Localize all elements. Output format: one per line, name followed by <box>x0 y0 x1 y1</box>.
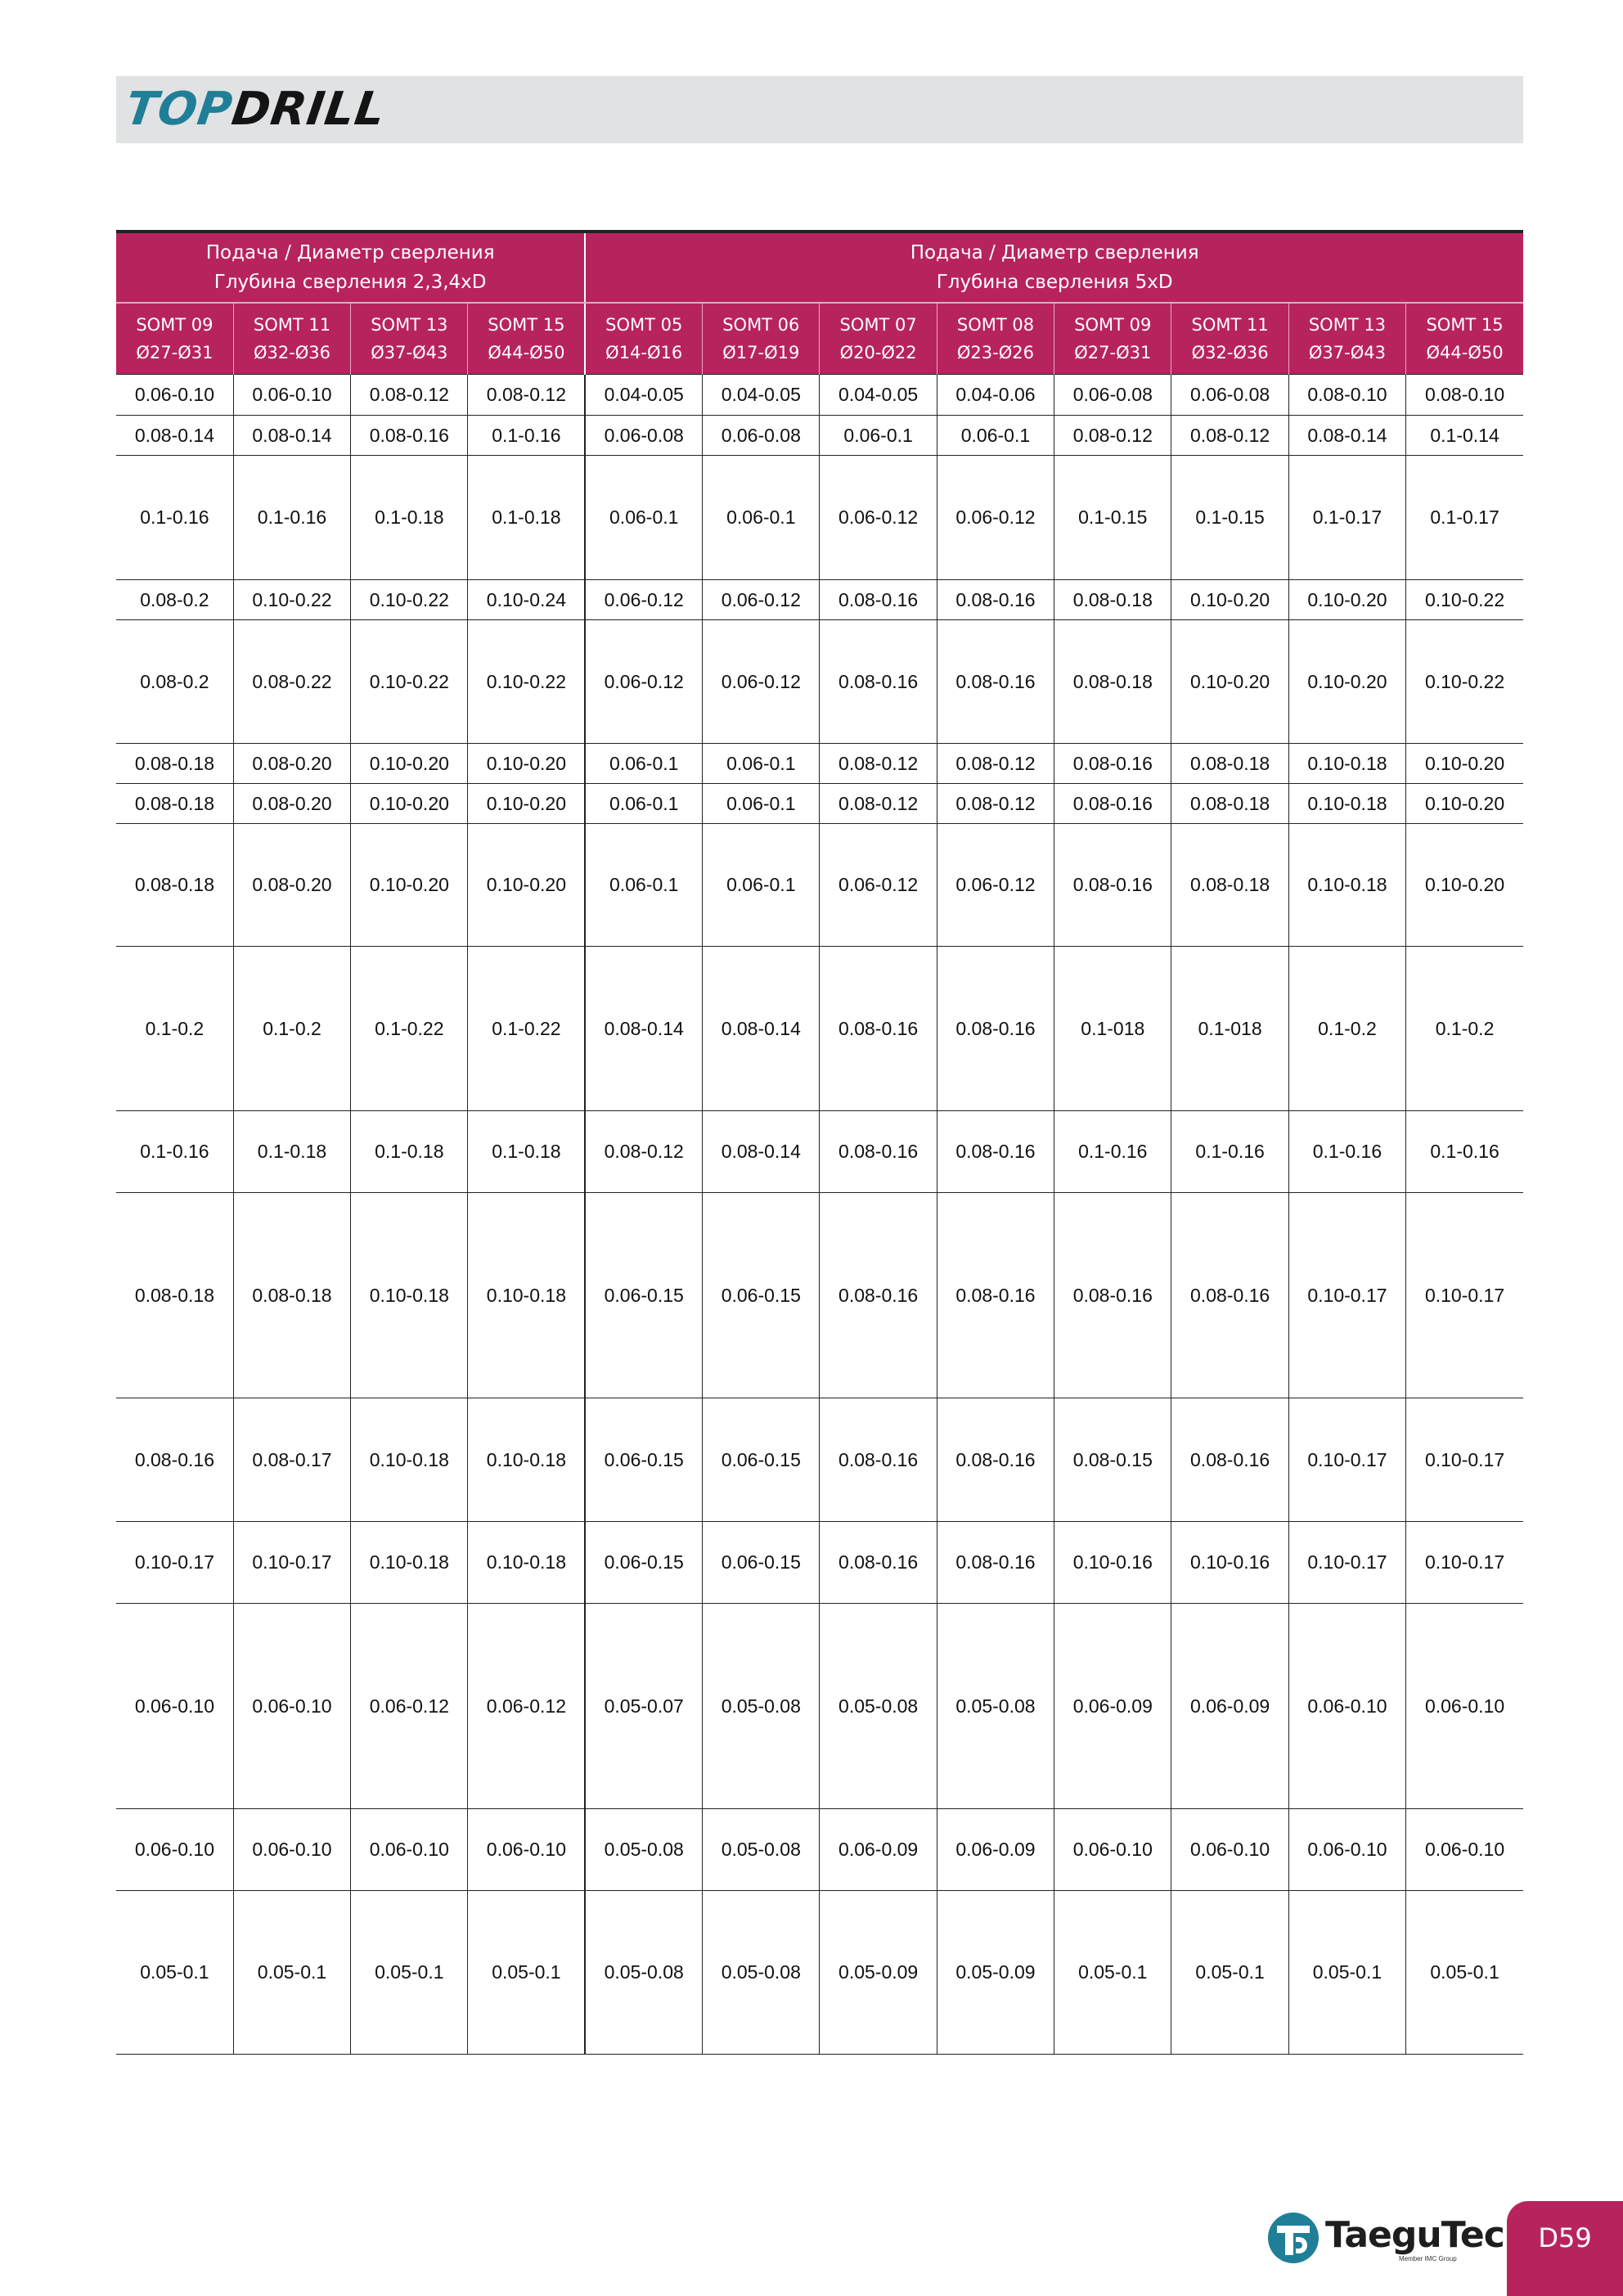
table-cell: 0.06-0.15 <box>703 1193 820 1398</box>
column-header <box>1288 303 1405 375</box>
table-cell: 0.08-0.18 <box>1054 580 1171 620</box>
column-header <box>1171 303 1288 375</box>
table-cell: 0.10-0.18 <box>1288 784 1405 824</box>
table-cell: 0.05-0.08 <box>585 1809 702 1891</box>
table-cell: 0.05-0.08 <box>703 1604 820 1809</box>
table-cell: 0.10-0.22 <box>468 620 585 744</box>
table-cell: 0.06-0.12 <box>703 620 820 744</box>
table-cell: 0.08-0.16 <box>820 580 937 620</box>
table-cell: 0.10-0.18 <box>468 1522 585 1604</box>
table-cell: 0.05-0.08 <box>703 1891 820 2055</box>
table-cell: 0.08-0.2 <box>116 620 233 744</box>
table-cell: 0.08-0.16 <box>937 947 1054 1111</box>
table-cell: 0.1-0.18 <box>233 1111 350 1193</box>
table-cell: 0.08-0.16 <box>1171 1193 1288 1398</box>
table-cell: 0.10-0.17 <box>1288 1522 1405 1604</box>
table-cell: 0.05-0.1 <box>1054 1891 1171 2055</box>
table-cell: 0.08-0.18 <box>116 784 233 824</box>
table-cell: 0.1-0.18 <box>351 1111 468 1193</box>
column-header <box>585 303 702 375</box>
table-cell: 0.1-018 <box>1171 947 1288 1111</box>
table-cell: 0.08-0.16 <box>820 1398 937 1522</box>
table-cell: 0.1-0.15 <box>1171 456 1288 580</box>
table-cell: 0.10-0.22 <box>233 580 350 620</box>
table-cell: 0.06-0.09 <box>1171 1604 1288 1809</box>
column-header <box>820 303 937 375</box>
table-row <box>116 1398 1523 1522</box>
table-cell: 0.1-0.18 <box>351 456 468 580</box>
table-cell: 0.08-0.12 <box>1054 416 1171 456</box>
table-cell: 0.08-0.20 <box>233 744 350 784</box>
table-cell: 0.06-0.10 <box>116 1604 233 1809</box>
table-row <box>116 1193 1523 1398</box>
table-cell: 0.06-0.15 <box>585 1193 702 1398</box>
table-cell: 0.08-0.14 <box>703 1111 820 1193</box>
insert-name: SOMT 09 <box>136 315 214 335</box>
table-cell: 0.06-0.15 <box>703 1398 820 1522</box>
table-cell: 0.08-0.20 <box>233 824 350 947</box>
insert-name: SOMT 09 <box>1074 315 1152 335</box>
table-cell: 0.08-0.22 <box>233 620 350 744</box>
table-cell: 0.08-0.15 <box>1054 1398 1171 1522</box>
table-cell: 0.06-0.08 <box>1054 375 1171 416</box>
insert-name: SOMT 15 <box>1426 315 1504 335</box>
table-cell: 0.08-0.16 <box>820 1193 937 1398</box>
page-number-tab <box>1507 2201 1623 2296</box>
logo-top-text: TOP <box>122 83 236 136</box>
table-cell: 0.05-0.09 <box>820 1891 937 2055</box>
column-header <box>1054 303 1171 375</box>
table-cell: 0.1-0.2 <box>116 947 233 1111</box>
table-cell: 0.08-0.12 <box>937 744 1054 784</box>
table-row <box>116 1111 1523 1193</box>
table-cell: 0.05-0.1 <box>1406 1891 1523 2055</box>
table-cell: 0.06-0.1 <box>937 416 1054 456</box>
table-cell: 0.06-0.1 <box>585 456 702 580</box>
table-cell: 0.10-0.20 <box>1171 580 1288 620</box>
table-cell: 0.10-0.18 <box>468 1193 585 1398</box>
table-cell: 0.06-0.1 <box>703 784 820 824</box>
table-cell: 0.1-0.16 <box>1171 1111 1288 1193</box>
table-cell: 0.08-0.14 <box>585 947 702 1111</box>
table-cell: 0.08-0.18 <box>233 1193 350 1398</box>
table-cell: 0.08-0.12 <box>820 744 937 784</box>
group-header-right <box>585 232 1523 303</box>
table-row <box>116 456 1523 580</box>
table-row <box>116 1809 1523 1891</box>
taegutec-tagline: Member IMC Group <box>1399 2255 1457 2262</box>
column-header <box>233 303 350 375</box>
table-row <box>116 375 1523 416</box>
table-cell: 0.08-0.16 <box>820 1522 937 1604</box>
table-cell: 0.10-0.20 <box>1406 784 1523 824</box>
table-cell: 0.05-0.08 <box>585 1891 702 2055</box>
taegutec-logo <box>1268 2209 1504 2267</box>
table-cell: 0.05-0.1 <box>351 1891 468 2055</box>
table-cell: 0.10-0.20 <box>468 784 585 824</box>
table-cell: 0.10-0.18 <box>351 1522 468 1604</box>
table-cell: 0.08-0.16 <box>1171 1398 1288 1522</box>
table-cell: 0.08-0.12 <box>820 784 937 824</box>
diameter-range: Ø20-Ø22 <box>839 343 917 362</box>
group-header-right-line2: Глубина сверления 5xD <box>936 272 1173 293</box>
table-cell: 0.08-0.14 <box>703 947 820 1111</box>
table-cell: 0.06-0.12 <box>820 824 937 947</box>
insert-size-header-row <box>116 303 1523 375</box>
table-cell: 0.10-0.17 <box>1406 1193 1523 1398</box>
table-cell: 0.06-0.1 <box>703 824 820 947</box>
table-cell: 0.06-0.10 <box>1288 1809 1405 1891</box>
table-cell: 0.08-0.12 <box>937 784 1054 824</box>
diameter-range: Ø44-Ø50 <box>488 343 565 362</box>
table-cell: 0.10-0.20 <box>1288 580 1405 620</box>
table-cell: 0.1-0.2 <box>233 947 350 1111</box>
table-cell: 0.10-0.18 <box>351 1193 468 1398</box>
table-row <box>116 824 1523 947</box>
table-cell: 0.10-0.20 <box>468 824 585 947</box>
table-cell: 0.06-0.12 <box>820 456 937 580</box>
table-cell: 0.10-0.18 <box>351 1398 468 1522</box>
table-cell: 0.06-0.10 <box>468 1809 585 1891</box>
table-cell: 0.06-0.12 <box>468 1604 585 1809</box>
table-cell: 0.08-0.10 <box>1288 375 1405 416</box>
table-cell: 0.06-0.12 <box>937 824 1054 947</box>
table-cell: 0.05-0.1 <box>233 1891 350 2055</box>
table-cell: 0.04-0.05 <box>703 375 820 416</box>
table-cell: 0.08-0.16 <box>937 580 1054 620</box>
table-cell: 0.06-0.10 <box>1054 1809 1171 1891</box>
header-band <box>116 76 1523 143</box>
table-cell: 0.08-0.18 <box>116 824 233 947</box>
table-cell: 0.1-0.18 <box>468 456 585 580</box>
table-row <box>116 1604 1523 1809</box>
table-cell: 0.1-0.22 <box>351 947 468 1111</box>
table-row <box>116 947 1523 1111</box>
column-header <box>703 303 820 375</box>
insert-name: SOMT 15 <box>488 315 565 335</box>
table-cell: 0.08-0.16 <box>1054 824 1171 947</box>
table-cell: 0.08-0.12 <box>585 1111 702 1193</box>
table-cell: 0.10-0.18 <box>468 1398 585 1522</box>
table-cell: 0.08-0.17 <box>233 1398 350 1522</box>
insert-name: SOMT 06 <box>722 315 800 335</box>
table-cell: 0.1-0.15 <box>1054 456 1171 580</box>
table-cell: 0.05-0.1 <box>116 1891 233 2055</box>
table-cell: 0.06-0.08 <box>703 416 820 456</box>
page-number: D59 <box>1538 2222 1592 2253</box>
table-cell: 0.06-0.09 <box>937 1809 1054 1891</box>
group-header-row <box>116 232 1523 303</box>
column-header <box>1406 303 1523 375</box>
table-cell: 0.08-0.12 <box>1171 416 1288 456</box>
feed-rate-table <box>116 230 1523 2055</box>
table-cell: 0.10-0.17 <box>116 1522 233 1604</box>
table-cell: 0.04-0.05 <box>820 375 937 416</box>
table-cell: 0.05-0.1 <box>1288 1891 1405 2055</box>
insert-name: SOMT 13 <box>1308 315 1387 335</box>
table-cell: 0.06-0.10 <box>233 1604 350 1809</box>
table-body <box>116 375 1523 2055</box>
table-cell: 0.08-0.16 <box>937 1398 1054 1522</box>
logo-drill-text: DRILL <box>228 83 389 136</box>
table-cell: 0.08-0.18 <box>116 744 233 784</box>
table-cell: 0.06-0.1 <box>703 456 820 580</box>
insert-name: SOMT 07 <box>839 315 917 335</box>
column-header <box>116 303 233 375</box>
diameter-range: Ø27-Ø31 <box>136 343 214 362</box>
table-cell: 0.10-0.20 <box>1288 620 1405 744</box>
table-cell: 0.08-0.16 <box>937 620 1054 744</box>
group-header-left-line2: Глубина сверления 2,3,4xD <box>214 272 487 293</box>
table-cell: 0.10-0.18 <box>1288 744 1405 784</box>
table-cell: 0.06-0.1 <box>703 744 820 784</box>
diameter-range: Ø44-Ø50 <box>1426 343 1504 362</box>
insert-name: SOMT 11 <box>253 315 331 335</box>
table-cell: 0.04-0.05 <box>585 375 702 416</box>
table-cell: 0.08-0.16 <box>116 1398 233 1522</box>
table-cell: 0.06-0.15 <box>703 1522 820 1604</box>
column-header <box>468 303 585 375</box>
table-cell: 0.05-0.1 <box>1171 1891 1288 2055</box>
column-header <box>937 303 1054 375</box>
table-cell: 0.08-0.16 <box>820 947 937 1111</box>
table-cell: 0.06-0.09 <box>1054 1604 1171 1809</box>
table-cell: 0.06-0.12 <box>937 456 1054 580</box>
table-cell: 0.05-0.08 <box>937 1604 1054 1809</box>
table-cell: 0.08-0.12 <box>351 375 468 416</box>
table-cell: 0.06-0.09 <box>820 1809 937 1891</box>
table-cell: 0.1-0.17 <box>1406 456 1523 580</box>
table-row <box>116 1522 1523 1604</box>
table-cell: 0.06-0.10 <box>116 375 233 416</box>
table-cell: 0.06-0.08 <box>1171 375 1288 416</box>
table-cell: 0.08-0.16 <box>820 620 937 744</box>
table-cell: 0.10-0.22 <box>351 620 468 744</box>
table-cell: 0.06-0.12 <box>351 1604 468 1809</box>
table-cell: 0.1-0.16 <box>1406 1111 1523 1193</box>
table-cell: 0.10-0.18 <box>1288 824 1405 947</box>
column-header <box>351 303 468 375</box>
table-cell: 0.1-0.16 <box>116 456 233 580</box>
table-cell: 0.10-0.24 <box>468 580 585 620</box>
group-header-left <box>116 232 585 303</box>
insert-name: SOMT 08 <box>956 315 1035 335</box>
table-cell: 0.06-0.1 <box>820 416 937 456</box>
table-cell: 0.06-0.10 <box>1171 1809 1288 1891</box>
table-cell: 0.08-0.16 <box>1054 744 1171 784</box>
table-cell: 0.1-0.22 <box>468 947 585 1111</box>
table-cell: 0.06-0.12 <box>703 580 820 620</box>
insert-name: SOMT 13 <box>371 315 448 335</box>
table-cell: 0.08-0.16 <box>820 1111 937 1193</box>
table-cell: 0.10-0.22 <box>351 580 468 620</box>
table-cell: 0.08-0.14 <box>233 416 350 456</box>
table-row <box>116 1891 1523 2055</box>
taegutec-mark-icon <box>1268 2213 1319 2263</box>
table-cell: 0.10-0.22 <box>1406 620 1523 744</box>
table-cell: 0.08-0.16 <box>937 1522 1054 1604</box>
table-cell: 0.1-0.18 <box>468 1111 585 1193</box>
table-cell: 0.10-0.17 <box>1288 1193 1405 1398</box>
table-cell: 0.06-0.10 <box>233 1809 350 1891</box>
table-cell: 0.06-0.12 <box>585 620 702 744</box>
table-cell: 0.08-0.12 <box>468 375 585 416</box>
table-cell: 0.08-0.16 <box>1054 784 1171 824</box>
table-cell: 0.06-0.12 <box>585 580 702 620</box>
group-header-left-line1: Подача / Диаметр сверления <box>205 242 495 263</box>
table-cell: 0.04-0.06 <box>937 375 1054 416</box>
table-cell: 0.1-0.14 <box>1406 416 1523 456</box>
table-cell: 0.08-0.20 <box>233 784 350 824</box>
table-cell: 0.10-0.20 <box>351 824 468 947</box>
table-cell: 0.1-018 <box>1054 947 1171 1111</box>
diameter-range: Ø17-Ø19 <box>722 343 800 362</box>
table-cell: 0.06-0.1 <box>585 824 702 947</box>
table-cell: 0.10-0.20 <box>468 744 585 784</box>
table-cell: 0.08-0.18 <box>1171 824 1288 947</box>
table-cell: 0.05-0.07 <box>585 1604 702 1809</box>
table-cell: 0.10-0.17 <box>1406 1398 1523 1522</box>
table-cell: 0.08-0.14 <box>116 416 233 456</box>
table-cell: 0.08-0.16 <box>937 1111 1054 1193</box>
table-row <box>116 784 1523 824</box>
table-cell: 0.08-0.16 <box>937 1193 1054 1398</box>
table-row <box>116 620 1523 744</box>
table-cell: 0.08-0.18 <box>116 1193 233 1398</box>
table-cell: 0.10-0.20 <box>351 744 468 784</box>
table-cell: 0.06-0.1 <box>585 784 702 824</box>
table-cell: 0.06-0.15 <box>585 1522 702 1604</box>
table-cell: 0.10-0.22 <box>1406 580 1523 620</box>
table-cell: 0.08-0.10 <box>1406 375 1523 416</box>
insert-name: SOMT 05 <box>605 315 683 335</box>
table-cell: 0.05-0.08 <box>820 1604 937 1809</box>
table-row <box>116 416 1523 456</box>
table-cell: 0.06-0.10 <box>1406 1809 1523 1891</box>
diameter-range: Ø23-Ø26 <box>956 343 1034 362</box>
table-cell: 0.10-0.20 <box>1406 744 1523 784</box>
table-row <box>116 744 1523 784</box>
topdrill-logo <box>123 84 389 135</box>
table-cell: 0.10-0.20 <box>351 784 468 824</box>
table-cell: 0.08-0.2 <box>116 580 233 620</box>
table-cell: 0.06-0.10 <box>116 1809 233 1891</box>
table-cell: 0.10-0.20 <box>1406 824 1523 947</box>
table-cell: 0.10-0.16 <box>1171 1522 1288 1604</box>
table-row <box>116 580 1523 620</box>
diameter-range: Ø37-Ø43 <box>1308 343 1386 362</box>
table-cell: 0.1-0.16 <box>1288 1111 1405 1193</box>
table-cell: 0.06-0.15 <box>585 1398 702 1522</box>
table-cell: 0.06-0.08 <box>585 416 702 456</box>
table-cell: 0.08-0.18 <box>1054 620 1171 744</box>
diameter-range: Ø32-Ø36 <box>1191 343 1269 362</box>
table-cell: 0.1-0.16 <box>1054 1111 1171 1193</box>
table-cell: 0.06-0.10 <box>1288 1604 1405 1809</box>
table-cell: 0.10-0.16 <box>1054 1522 1171 1604</box>
table-cell: 0.10-0.17 <box>233 1522 350 1604</box>
table-cell: 0.08-0.16 <box>351 416 468 456</box>
table-cell: 0.06-0.10 <box>233 375 350 416</box>
table-cell: 0.1-0.16 <box>116 1111 233 1193</box>
table-cell: 0.06-0.10 <box>1406 1604 1523 1809</box>
diameter-range: Ø14-Ø16 <box>605 343 683 362</box>
diameter-range: Ø32-Ø36 <box>253 343 331 362</box>
group-header-right-line1: Подача / Диаметр сверления <box>910 242 1199 263</box>
table-cell: 0.10-0.17 <box>1406 1522 1523 1604</box>
table-cell: 0.06-0.10 <box>351 1809 468 1891</box>
table-cell: 0.05-0.09 <box>937 1891 1054 2055</box>
table-cell: 0.08-0.16 <box>1054 1193 1171 1398</box>
diameter-range: Ø27-Ø31 <box>1074 343 1152 362</box>
table-cell: 0.1-0.16 <box>468 416 585 456</box>
table-cell: 0.05-0.1 <box>468 1891 585 2055</box>
table-cell: 0.1-0.2 <box>1288 947 1405 1111</box>
table-cell: 0.1-0.2 <box>1406 947 1523 1111</box>
table-cell: 0.08-0.18 <box>1171 784 1288 824</box>
table-cell: 0.10-0.17 <box>1288 1398 1405 1522</box>
table-cell: 0.05-0.08 <box>703 1809 820 1891</box>
taegutec-wordmark: TaeguTec <box>1325 2214 1504 2256</box>
diameter-range: Ø37-Ø43 <box>371 343 448 362</box>
table-cell: 0.08-0.14 <box>1288 416 1405 456</box>
table-cell: 0.06-0.1 <box>585 744 702 784</box>
table-cell: 0.1-0.16 <box>233 456 350 580</box>
table-cell: 0.08-0.18 <box>1171 744 1288 784</box>
insert-name: SOMT 11 <box>1191 315 1269 335</box>
table-cell: 0.1-0.17 <box>1288 456 1405 580</box>
table-cell: 0.10-0.20 <box>1171 620 1288 744</box>
